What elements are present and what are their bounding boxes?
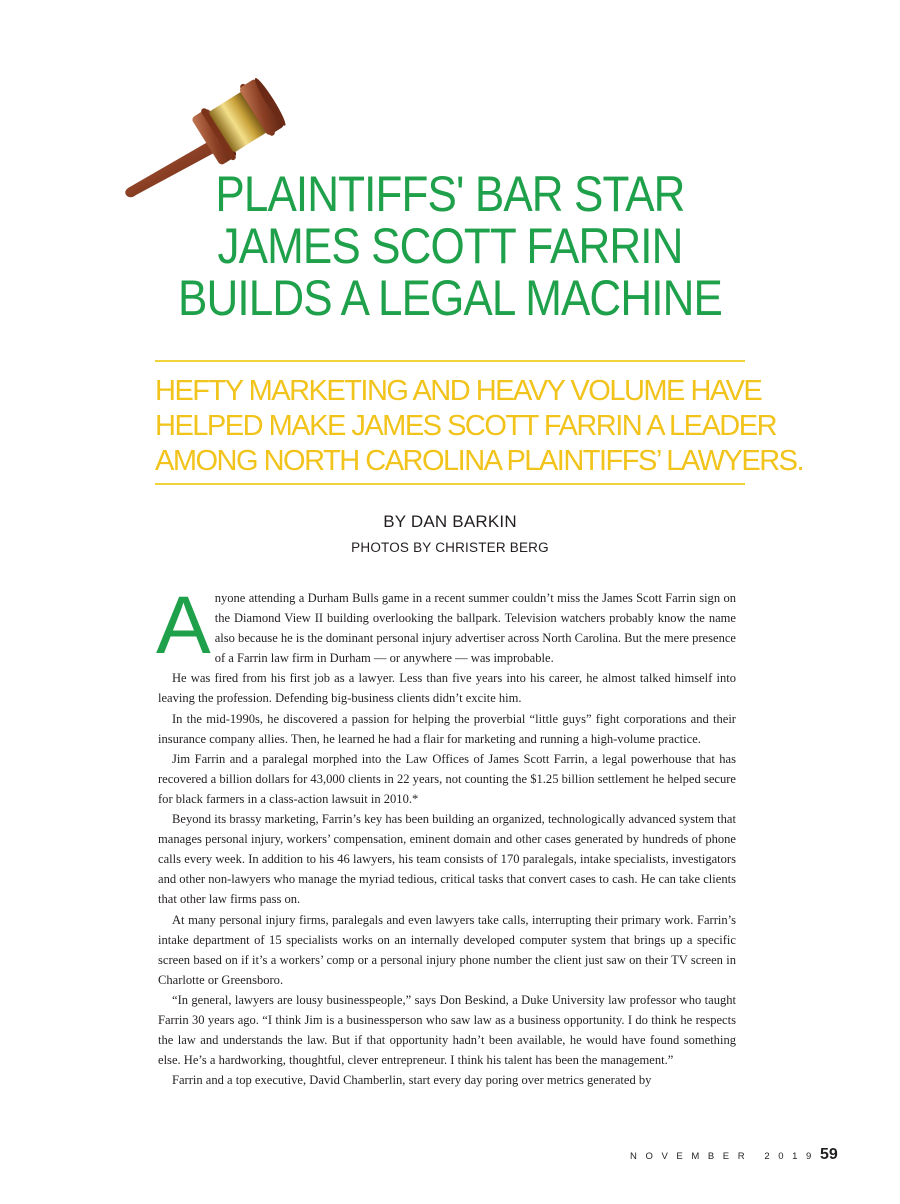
paragraph-1 xyxy=(156,580,736,671)
headline-line-1: PLAINTIFFS' BAR STAR xyxy=(215,166,685,222)
headline-line-3: BUILDS A LEGAL MACHINE xyxy=(178,270,722,326)
byline: BY DAN BARKIN xyxy=(383,512,517,531)
paragraph-8: Farrin and a top executive, David Chamberlin, start every day poring over metrics generated by xyxy=(172,1073,652,1088)
drop-cap: A xyxy=(156,580,211,671)
photo-credit: PHOTOS BY CHRISTER BERG xyxy=(351,540,549,555)
deck-top-rule xyxy=(155,360,745,362)
article-body xyxy=(156,580,736,1090)
paragraph-6: At many personal injury firms, paralegals and even lawyers take calls, interrupting their primary work. Farrin’s intake department of 15 specialists works on an internally developed computer system that brings up a specific screen based on if it’s a workers’ comp or a personal injury phone number the client just saw on their TV screen in Charlotte or Greensboro. xyxy=(158,912,736,987)
page-number: 59 xyxy=(820,1146,838,1163)
paragraph-7: “In general, lawyers are lousy businesspeople,” says Don Beskind, a Duke University law professor who taught Farrin 30 years ago. “I think Jim is a businessperson who saw law as a business opportunity. I do think he respects the law and understands the law. But if that opportunity hadn’t been available, he would have found something else. He’s a hardworking, thoughtful, clever entrepreneur. I think his talent has been the management.” xyxy=(158,992,736,1068)
paragraph-4: Jim Farrin and a paralegal morphed into the Law Offices of James Scott Farrin, a legal powerhouse that has recovered a billion dollars for 43,000 clients in 22 years, not counting the $1.25 billion settlement he helped secure for black farmers in a class-action lawsuit in 2010.* xyxy=(158,751,736,806)
headline-line-2: JAMES SCOTT FARRIN xyxy=(217,218,683,274)
paragraph-3: In the mid-1990s, he discovered a passion for helping the proverbial “little guys” fight corporations and their insurance company allies. Then, he learned he had a flair for marketing and running a high-volume practice. xyxy=(158,711,736,746)
paragraph-1-text: nyone attending a Durham Bulls game in a recent summer couldn’t miss the James Scott Farrin sign on the Diamond View II building overlooking the ballpark. Television watchers probably know the name also because he is the dominant personal injury advertiser across North Carolina. But the mere presence of a Farrin law firm in Durham — or anywhere — was improbable. xyxy=(214,591,736,666)
deck-line-1: HEFTY MARKETING AND HEAVY VOLUME HAVE xyxy=(155,375,762,407)
deck-line-2: HELPED MAKE JAMES SCOTT FARRIN A LEADER xyxy=(155,410,777,442)
headline xyxy=(107,168,793,324)
footer-issue-date: NOVEMBER 2019 xyxy=(630,1151,820,1162)
paragraph-5: Beyond its brassy marketing, Farrin’s key has been building an organized, technologically advanced system that manages personal injury, workers’ compensation, eminent domain and other cases generated by hundreds of phone calls every week. In addition to his 46 lawyers, his team consists of 170 paralegals, intake specialists, investigators and other non-lawyers who manage the myriad tedious, critical tasks that convert cases to cash. He can take clients that other law firms pass on. xyxy=(158,812,736,907)
deck-line-3: AMONG NORTH CAROLINA PLAINTIFFS’ LAWYERS. xyxy=(155,445,804,477)
deck-bottom-rule xyxy=(155,483,745,485)
paragraph-2: He was fired from his first job as a lawyer. Less than five years into his career, he almost talked himself into leaving the profession. Defending big-business clients didn’t excite him. xyxy=(158,671,736,706)
deck xyxy=(155,374,804,479)
